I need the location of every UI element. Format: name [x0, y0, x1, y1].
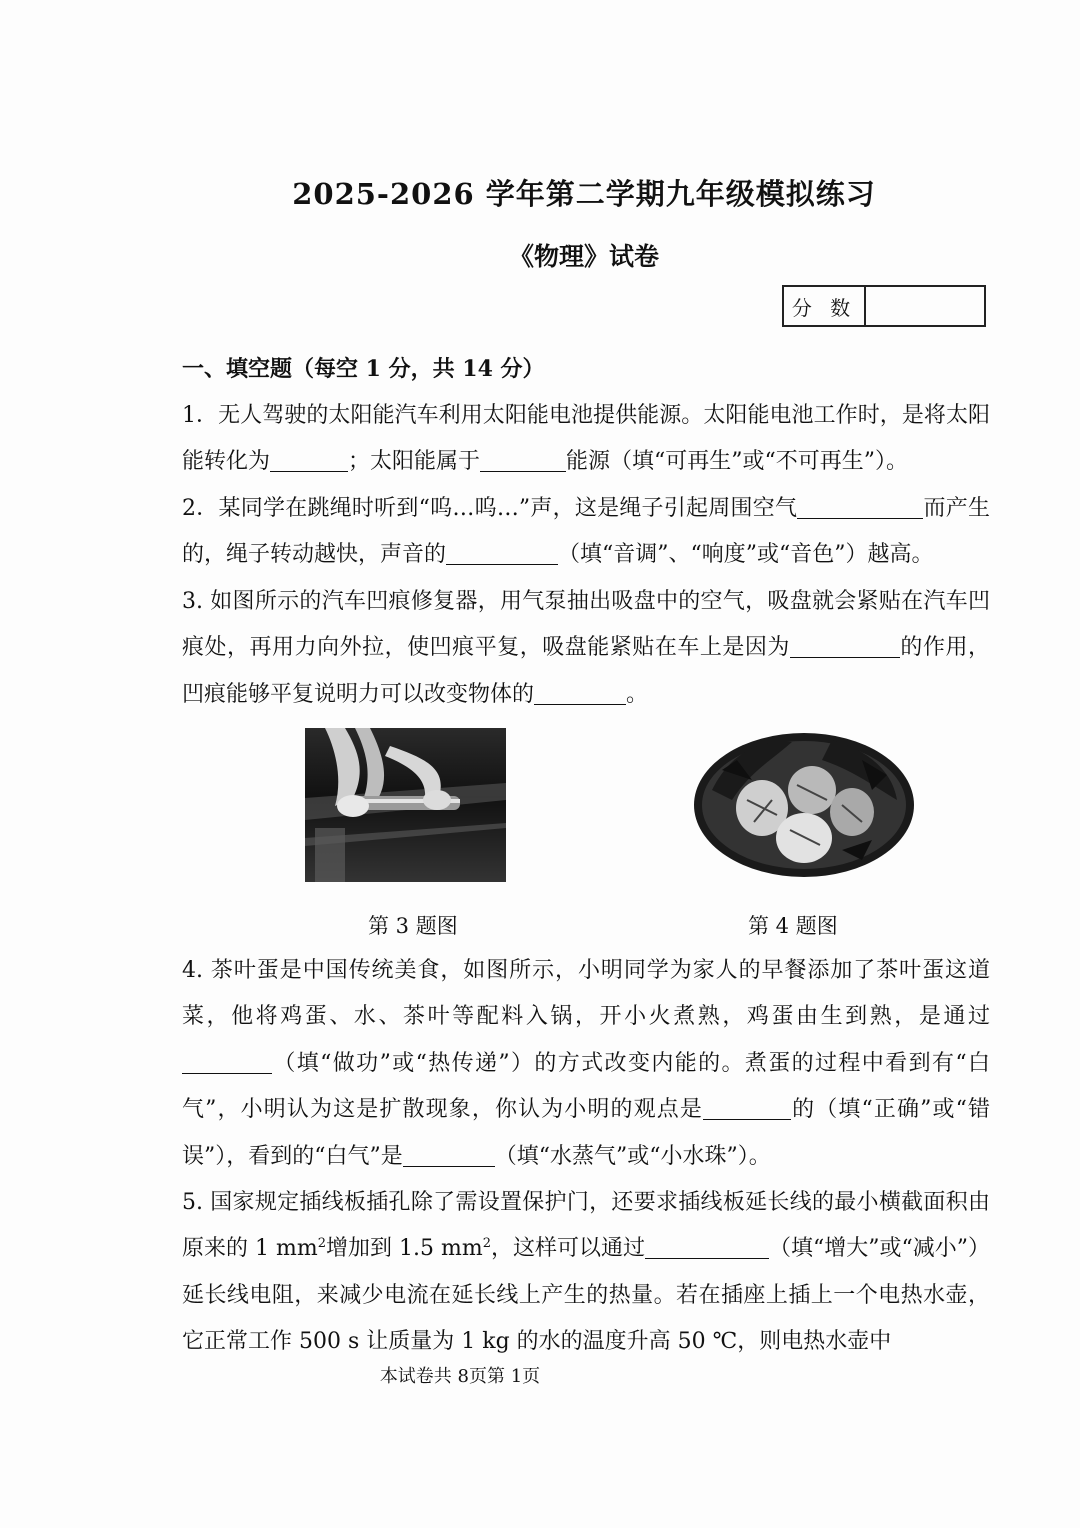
superscript-2: 2	[482, 1236, 491, 1252]
figure-4-photo	[692, 730, 916, 880]
question-5	[182, 1180, 990, 1366]
answer-blank[interactable]	[480, 447, 566, 472]
answer-blank[interactable]	[403, 1141, 495, 1166]
score-field[interactable]	[866, 287, 984, 325]
answer-blank[interactable]	[645, 1234, 769, 1259]
question-3-text-c: 。	[626, 681, 649, 707]
question-4-text-d: （填“水蒸气”或“小水珠”）。	[494, 1143, 771, 1169]
question-5-text-b: 增加到 1.5 mm	[326, 1236, 483, 1262]
question-4-text-a: 4. 茶叶蛋是中国传统美食，如图所示，小明同学为家人的早餐添加了茶叶蛋这道菜，他将鸡蛋、水、茶叶等配料入锅，开小火煮熟，鸡蛋由生到熟，是通过	[182, 958, 990, 1030]
question-3	[182, 579, 990, 718]
superscript-2: 2	[317, 1236, 326, 1252]
answer-blank[interactable]	[703, 1095, 791, 1120]
answer-blank[interactable]	[270, 447, 348, 472]
question-5-text-a: 5. 国家规定插线板插孔除了需设置保护门，还要求插线板延长线的最小横截面积由原来的 1 mm	[182, 1190, 990, 1262]
question-1-text-b: ；太阳能属于	[348, 449, 481, 475]
answer-blank[interactable]	[797, 494, 923, 519]
figure-4-caption: 第 4 题图	[748, 914, 838, 938]
question-3-text-a: 3. 如图所示的汽车凹痕修复器，用气泵抽出吸盘中的空气，吸盘就会紧贴在汽车凹痕处，再用力向外拉，使凹痕平复，吸盘能紧贴在车上是因为	[182, 589, 990, 661]
answer-blank[interactable]	[182, 1049, 272, 1074]
question-5-text-d: （填“增大”或“减小”）延长线电阻，来减少电流在延长线上产生的热量。若在插座上插上一个电热水壶，它正常工作 500 s 让质量为 1 kg 的水的温度升高 50 ℃，则电热水壶中	[182, 1236, 990, 1355]
exam-subtitle: 《物理》试卷	[508, 242, 659, 271]
answer-blank[interactable]	[446, 540, 558, 565]
section-heading-fill-in: 一、填空题（每空 1 分，共 14 分）	[182, 356, 545, 382]
question-2	[182, 486, 990, 579]
answer-blank[interactable]	[534, 680, 626, 705]
figure-3-car-dent-repair	[305, 728, 506, 882]
question-1-text-a: 1．无人驾驶的太阳能汽车利用太阳能电池提供能源。太阳能电池工作时，是将太阳能转化为	[182, 403, 990, 475]
figure-4-tea-eggs	[692, 730, 916, 880]
figure-3-photo	[305, 728, 506, 882]
score-box	[782, 285, 986, 327]
question-3-text-b: 的作用，凹痕能够平复说明力可以改变物体的	[182, 635, 990, 707]
exam-title: 2025-2026 学年第二学期九年级模拟练习	[292, 177, 876, 211]
answer-blank[interactable]	[790, 633, 900, 658]
question-4-text-c: 的（填“正确”或“错误”），看到的“白气”是	[182, 1097, 991, 1169]
question-2-text-b: 而产生的，绳子转动越快，声音的	[182, 496, 990, 568]
score-label: 分 数	[784, 287, 866, 325]
question-5-text-c: ，这样可以通过	[490, 1236, 645, 1262]
question-2-text-c: （填“音调”、“响度”或“音色”）越高。	[558, 542, 934, 568]
question-4-text-b: （填“做功”或“热传递”）的方式改变内能的。煮蛋的过程中看到有“白气”，小明认为这是扩散现象，你认为小明的观点是	[182, 1050, 990, 1123]
figure-3-caption: 第 3 题图	[368, 914, 458, 938]
question-2-text-a: 2．某同学在跳绳时听到“呜…呜…”声，这是绳子引起周围空气	[182, 496, 798, 521]
question-4	[182, 948, 990, 1180]
question-1	[182, 393, 990, 486]
question-1-text-c: 能源（填“可再生”或“不可再生”）。	[566, 449, 909, 475]
page-footer: 本试卷共 8页第 1页	[379, 1366, 541, 1387]
